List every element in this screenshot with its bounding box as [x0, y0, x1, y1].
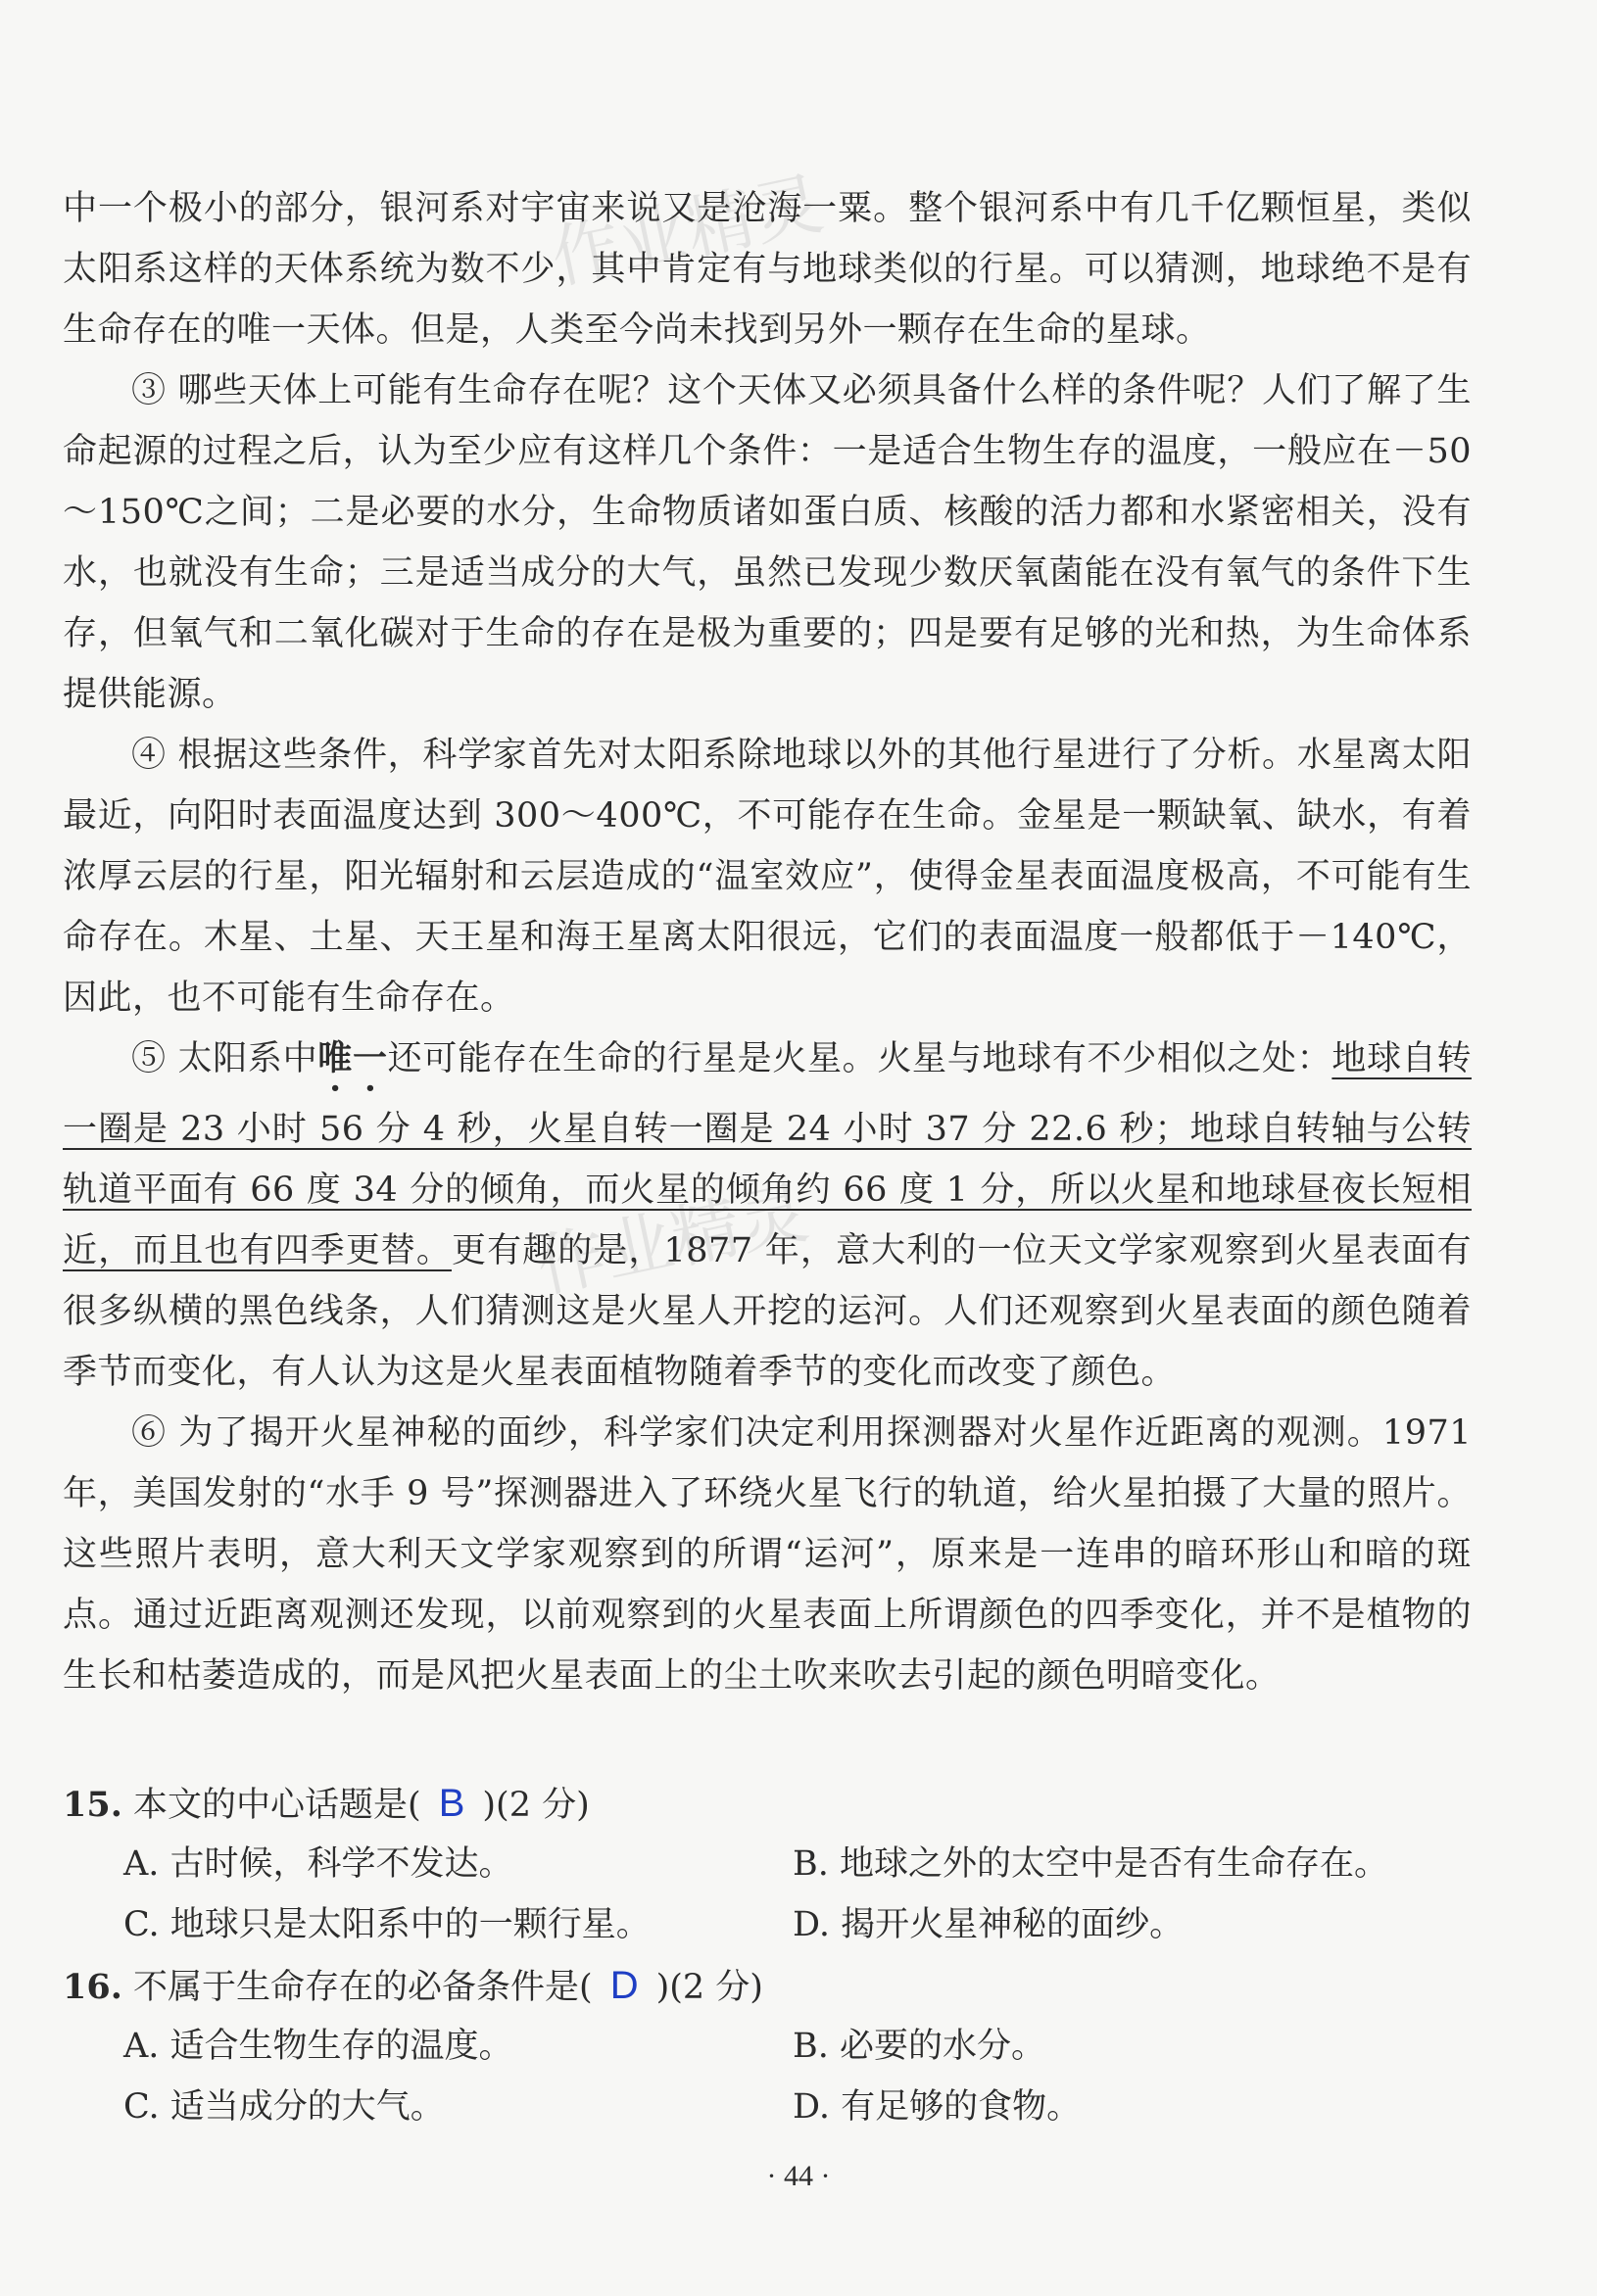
paragraph-6: ⑥ 为了揭开火星神秘的面纱，科学家们决定利用探测器对火星作近距离的观测。1971 年，美国发射的“水手 9 号”探测器进入了环绕火星飞行的轨道，给火星拍摄了大量的照片。这些照片表明，意大利天文学家观察到的所谓“运河”，原来是一连串的暗环形山和暗的斑点。通过近距离观测还发现，以前观察到的火星表面上所谓颜色的四季变化，并不是植物的生长和枯萎造成的，而是风把火星表面上的尘土吹来吹去引起的颜色明暗变化。	[63, 1413, 1472, 1696]
options-row	[63, 1834, 1472, 1894]
underlined-sentence: 地球自转一圈是 23 小时 56 分 4 秒，火星自转一圈是 24 小时 37 分 22.6 秒；地球自转轴与公转轨道平面有 66 度 34 分的倾角，而火星的倾角约 66 度 1 分，所以火星和地球昼夜长短相近，而且也有四季更替。	[63, 1039, 1472, 1270]
option-b: B. 必要的水分。	[793, 2027, 1045, 2066]
option-d: D. 有足够的食物。	[793, 2087, 1082, 2127]
page-number: · 44 ·	[766, 2160, 831, 2192]
option-a: A. 适合生物生存的温度。	[123, 2027, 513, 2066]
answer-mark: B	[438, 1782, 465, 1825]
paragraph-5-text: 还可能存在生命的行星是火星。火星与地球有不少相似之处：	[387, 1039, 1332, 1078]
watermark: 作业精灵	[544, 163, 830, 300]
question-stem: 本文的中心话题是(	[133, 1786, 421, 1825]
question-15	[63, 1773, 1472, 1834]
watermark: 作业精灵	[529, 1172, 815, 1309]
options-row	[63, 1894, 1472, 1955]
option-d: D. 揭开火星神秘的面纱。	[793, 1905, 1185, 1944]
paragraph-5	[63, 1028, 1472, 1403]
option-a: A. 古时候，科学不发达。	[123, 1844, 513, 1884]
paragraph-2-continuation: 中一个极小的部分，银河系对宇宙来说又是沧海一粟。整个银河系中有几千亿颗恒星，类似太阳系这样的天体系统为数不少，其中肯定有与地球类似的行星。可以猜测，地球绝不是有生命存在的唯一天体。但是，人类至今尚未找到另外一颗存在生命的星球。	[63, 189, 1472, 350]
question-score: )(2 分)	[655, 1968, 763, 2007]
questions-section	[63, 1773, 1472, 2137]
question-stem: 不属于生命存在的必备条件是(	[133, 1968, 593, 2007]
options-row	[63, 2077, 1472, 2137]
article-body	[63, 178, 1472, 1706]
question-16	[63, 1955, 1472, 2016]
option-b: B. 地球之外的太空中是否有生命存在。	[793, 1844, 1388, 1884]
question-number: 15.	[63, 1785, 122, 1825]
emphasized-word: 唯一	[317, 1038, 388, 1078]
answer-mark: D	[609, 1964, 639, 2007]
paragraph-3: ③ 哪些天体上可能有生命存在呢？这个天体又必须具备什么样的条件呢？人们了解了生命起源的过程之后，认为至少应有这样几个条件：一是适合生物生存的温度，一般应在－50～150℃之间；二是必要的水分，生命物质诸如蛋白质、核酸的活力都和水紧密相关，没有水，也就没有生命；三是适当成分的大气，虽然已发现少数厌氧菌能在没有氧气的条件下生存，但氧气和二氧化碳对于生命的存在是极为重要的；四是要有足够的光和热，为生命体系提供能源。	[63, 371, 1472, 714]
question-score: )(2 分)	[482, 1786, 590, 1825]
paragraph-5-tail: 更有趣的是，1877 年，意大利的一位天文学家观察到火星表面有很多纵横的黑色线条，人们猜测这是火星人开挖的运河。人们还观察到火星表面的颜色随着季节而变化，有人认为这是火星表面植物随着季节的变化而改变了颜色。	[63, 1231, 1472, 1392]
paragraph-5-lead: ⑤ 太阳系中	[131, 1039, 318, 1078]
options-row	[63, 2016, 1472, 2077]
option-c: C. 地球只是太阳系中的一颗行星。	[123, 1905, 651, 1944]
question-number: 16.	[63, 1967, 122, 2007]
option-c: C. 适当成分的大气。	[123, 2087, 445, 2127]
paragraph-4: ④ 根据这些条件，科学家首先对太阳系除地球以外的其他行星进行了分析。水星离太阳最近，向阳时表面温度达到 300～400℃，不可能存在生命。金星是一颗缺氧、缺水，有着浓厚云层的行星，阳光辐射和云层造成的“温室效应”，使得金星表面温度极高，不可能有生命存在。木星、土星、天王星和海王星离太阳很远，它们的表面温度一般都低于－140℃，因此，也不可能有生命存在。	[63, 736, 1472, 1018]
